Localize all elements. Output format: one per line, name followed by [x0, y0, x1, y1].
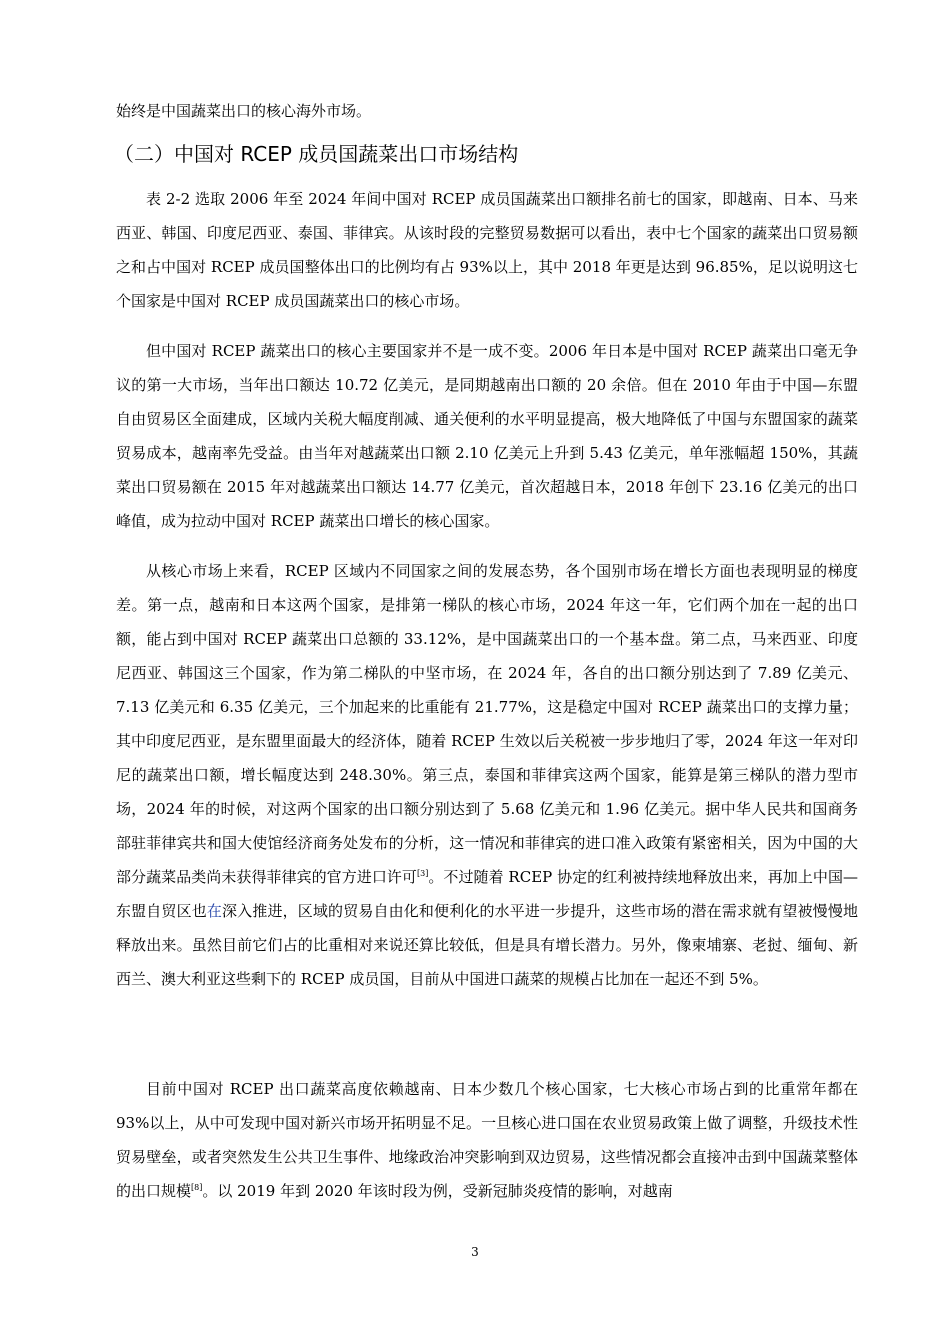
- section-heading: （二）中国对 RCEP 成员国蔬菜出口市场结构: [114, 142, 519, 166]
- paragraph-4-text-b: 。以 2019 年到 2020 年该时段为例，受新冠肺炎疫情的影响，对越南: [202, 1182, 673, 1200]
- paragraph-4: [116, 1072, 858, 1208]
- lead-paragraph: 始终是中国蔬菜出口的核心海外市场。: [116, 102, 372, 120]
- citation-ref-3: [3]: [416, 869, 429, 878]
- hyperlink-word[interactable]: 在: [206, 902, 223, 920]
- page-number: 3: [471, 1245, 479, 1259]
- paragraph-3: [116, 554, 858, 996]
- paragraph-3-text-a: 从核心市场上来看，RCEP 区域内不同国家之间的发展态势，各个国别市场在增长方面也表现明显的梯度差。第一点，越南和日本这两个国家，是排第一梯队的核心市场，2024 年这一年，它们两个加在一起的出口额，能占到中国对 RCEP 蔬菜出口总额的 33.12%，是中国蔬菜出口的一个基本盘。第二点，马来西亚、印度尼西亚、韩国这三个国家，作为第二梯队的中坚市场，在 2024 年，各自的出口额分别达到了 7.89 亿美元、7.13 亿美元和 6.35 亿美元，三个加起来的比重能有 21.77%，这是稳定中国对 RCEP 蔬菜出口的支撑力量；其中印度尼西亚，是东盟里面最大的经济体，随着 RCEP 生效以后关税被一步步地归了零，2024 年这一年对印尼的蔬菜出口额，增长幅度达到 248.30%。第三点，泰国和菲律宾这两个国家，能算是第三梯队的潜力型市场，2024 年的时候，对这两个国家的出口额分别达到了 5.68 亿美元和 1.96 亿美元。据中华人民共和国商务部驻菲律宾共和国大使馆经济商务处发布的分析，这一情况和菲律宾的进口准入政策有紧密相关，因为中国的大部分蔬菜品类尚未获得菲律宾的官方进口许可: [116, 562, 858, 886]
- paragraph-3-text-c: 深入推进，区域的贸易自由化和便利化的水平进一步提升，这些市场的潜在需求就有望被慢慢地释放出来。虽然目前它们占的比重相对来说还算比较低，但是具有增长潜力。另外，像柬埔寨、老挝、缅甸、新西兰、澳大利亚这些剩下的 RCEP 成员国，目前从中国进口蔬菜的规模占比加在一起还不到 5%。: [116, 902, 858, 988]
- paragraph-2: 但中国对 RCEP 蔬菜出口的核心主要国家并不是一成不变。2006 年日本是中国对 RCEP 蔬菜出口毫无争议的第一大市场，当年出口额达 10.72 亿美元，是同期越南出口额的 20 余倍。但在 2010 年由于中国—东盟自由贸易区全面建成，区域内关税大幅度削减、通关便利的水平明显提高，极大地降低了中国与东盟国家的蔬菜贸易成本，越南率先受益。由当年对越蔬菜出口额 2.10 亿美元上升到 5.43 亿美元，单年涨幅超 150%，其蔬菜出口贸易额在 2015 年对越蔬菜出口额达 14.77 亿美元，首次超越日本，2018 年创下 23.16 亿美元的出口峰值，成为拉动中国对 RCEP 蔬菜出口增长的核心国家。: [116, 342, 858, 530]
- paragraph-4-text-a: 目前中国对 RCEP 出口蔬菜高度依赖越南、日本少数几个核心国家，七大核心市场占到的比重常年都在 93%以上，从中可发现中国对新兴市场开拓明显不足。一旦核心进口国在农业贸易政策上做了调整，升级技术性贸易壁垒，或者突然发生公共卫生事件、地缘政治冲突影响到双边贸易，这些情况都会直接冲击到中国蔬菜整体的出口规模: [116, 1080, 858, 1200]
- paragraph-3-text-b: 。不过随着 RCEP 协定的红利被持续地释放出来，再加上中国—东盟自贸区也: [116, 868, 858, 920]
- paragraph-1: 表 2-2 选取 2006 年至 2024 年间中国对 RCEP 成员国蔬菜出口额排名前七的国家，即越南、日本、马来西亚、韩国、印度尼西亚、泰国、菲律宾。从该时段的完整贸易数据可以看出，表中七个国家的蔬菜出口贸易额之和占中国对 RCEP 成员国整体出口的比例均有占 93%以上，其中 2018 年更是达到 96.85%，足以说明这七个国家是中国对 RCEP 成员国蔬菜出口的核心市场。: [116, 190, 858, 310]
- citation-ref-8: [8]: [191, 1183, 203, 1192]
